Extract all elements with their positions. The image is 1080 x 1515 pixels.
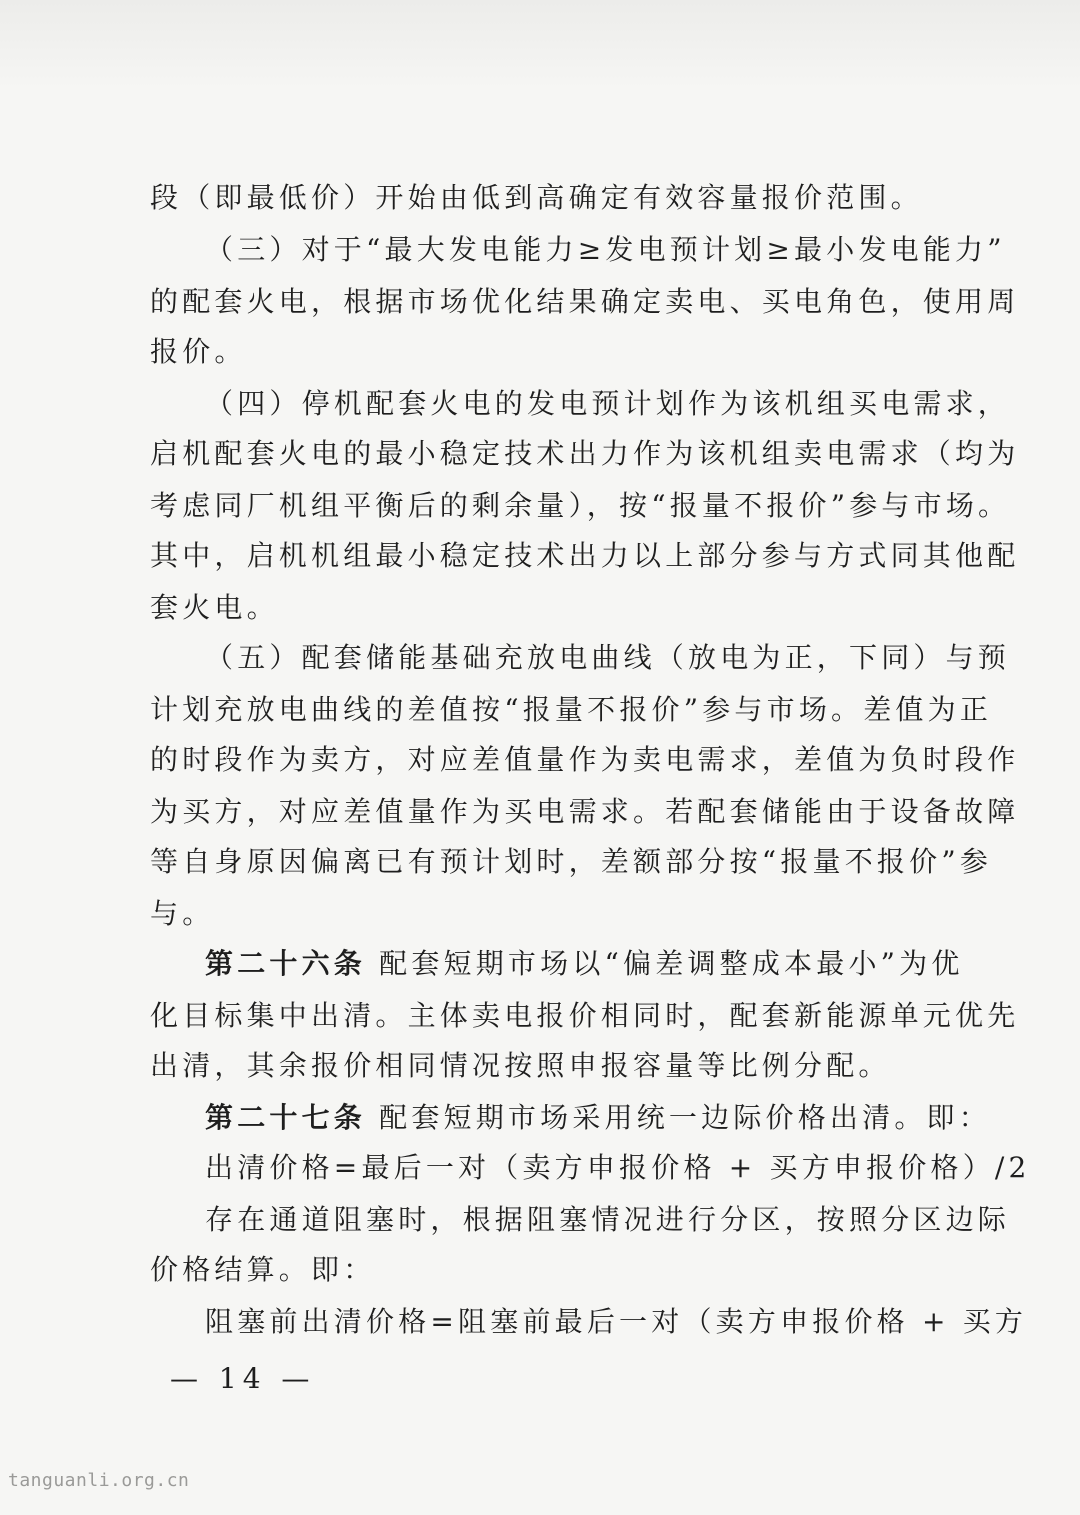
article-27-line — [205, 1100, 991, 1136]
text-line: 价格结算。即： — [150, 1253, 376, 1286]
text-line: （四）停机配套火电的发电预计划作为该机组买电需求， — [205, 387, 1011, 420]
page-number: — 14 — — [170, 1362, 316, 1395]
scan-top-band — [0, 0, 1080, 90]
text-line: 的时段作为卖方，对应差值量作为卖电需求，差值为负时段作 — [150, 743, 1020, 776]
watermark: tanguanli.org.cn — [8, 1470, 190, 1491]
text-line: 化目标集中出清。主体卖电报价相同时，配套新能源单元优先 — [150, 999, 1020, 1032]
text-line: 与。 — [150, 897, 215, 930]
article-26-line — [205, 946, 964, 982]
text-line: 段（即最低价）开始由低到高确定有效容量报价范围。 — [150, 181, 923, 214]
article-26-heading: 第二十六条 — [205, 947, 367, 980]
formula-line: 阻塞前出清价格=阻塞前最后一对（卖方申报价格 + 买方 — [205, 1305, 1028, 1338]
formula-line: 出清价格=最后一对（卖方申报价格 + 买方申报价格）/2 — [205, 1151, 1031, 1184]
text-line: 存在通道阻塞时，根据阻塞情况进行分区，按照分区边际 — [205, 1203, 1011, 1236]
article-26-text: 配套短期市场以“偏差调整成本最小”为优 — [379, 947, 964, 980]
text-line: （三）对于“最大发电能力≥发电预计划≥最小发电能力” — [205, 233, 1006, 266]
text-line: 为买方，对应差值量作为买电需求。若配套储能由于设备故障 — [150, 795, 1020, 828]
text-line: 其中，启机机组最小稳定技术出力以上部分参与方式同其他配 — [150, 539, 1020, 572]
text-line: 启机配套火电的最小稳定技术出力作为该机组卖电需求（均为 — [150, 437, 1020, 470]
text-line: 报价。 — [150, 335, 247, 368]
text-line: 计划充放电曲线的差值按“报量不报价”参与市场。差值为正 — [150, 693, 993, 726]
article-27-text: 配套短期市场采用统一边际价格出清。即： — [379, 1101, 991, 1134]
text-line: 等自身原因偏离已有预计划时，差额部分按“报量不报价”参 — [150, 845, 993, 878]
text-line: 套火电。 — [150, 591, 279, 624]
article-27-heading: 第二十七条 — [205, 1101, 367, 1134]
text-line: （五）配套储能基础充放电曲线（放电为正，下同）与预 — [205, 641, 1011, 674]
text-line: 考虑同厂机组平衡后的剩余量），按“报量不报价”参与市场。 — [150, 489, 1011, 522]
text-line: 的配套火电，根据市场优化结果确定卖电、买电角色，使用周 — [150, 285, 1020, 318]
text-line: 出清，其余报价相同情况按照申报容量等比例分配。 — [150, 1049, 891, 1082]
